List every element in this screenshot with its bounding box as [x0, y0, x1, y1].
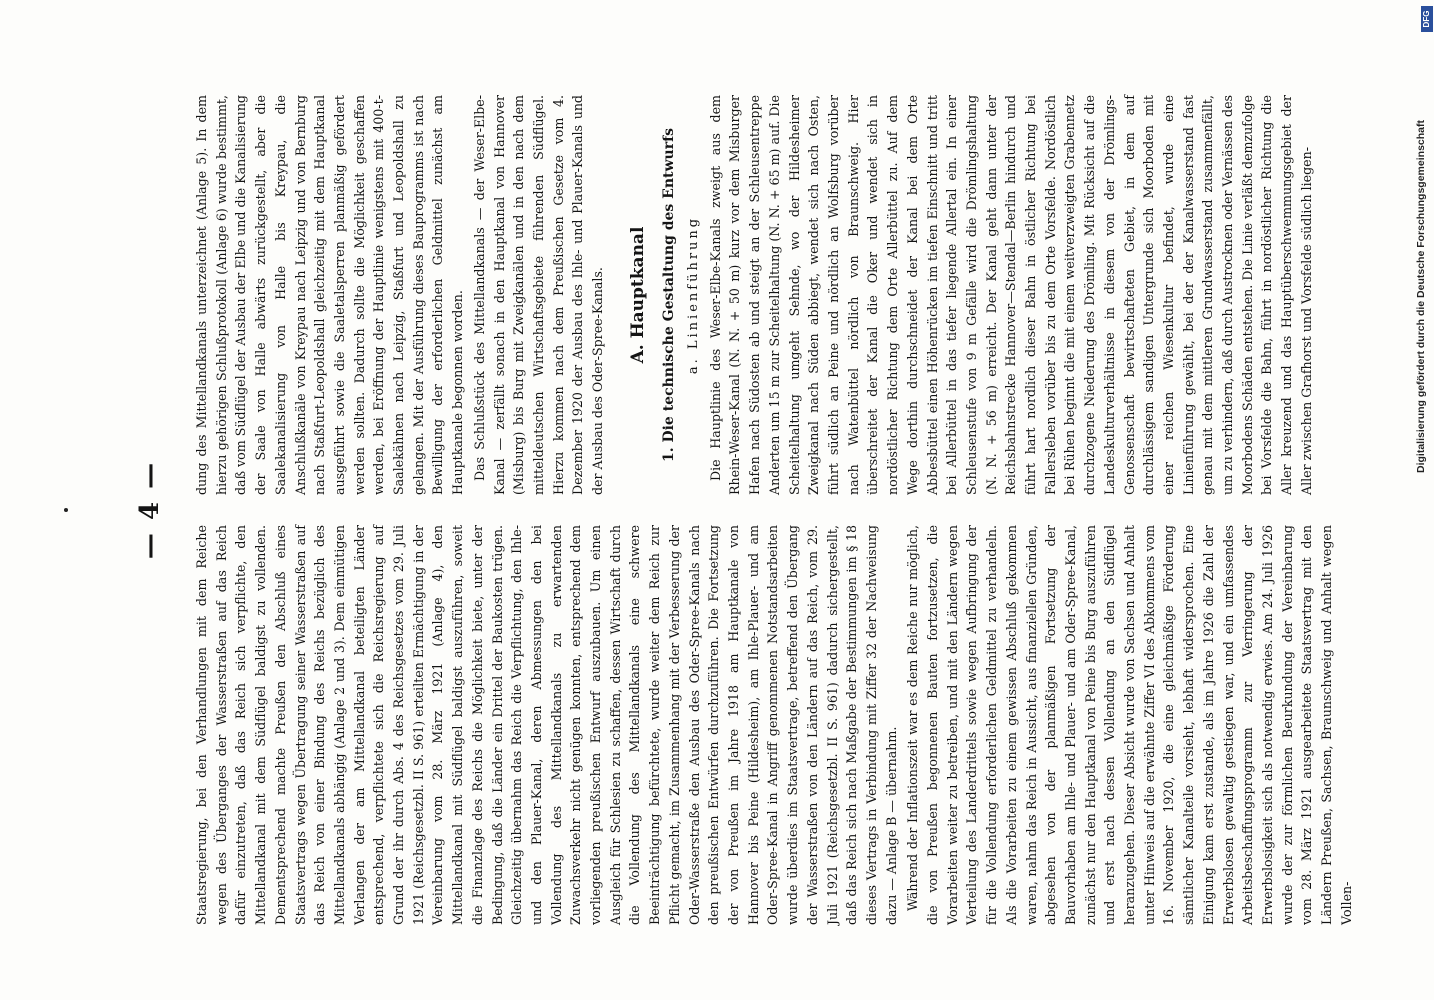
- paragraph: Während der Inflationszeit war es dem Reiche nur möglich, die von Preußen begonnenen Bauten fortzusetzen, die Vorarbeiten weiter zu betreiben, und mit den Ländern wegen Verteilung des Landerdrittels sowie wegen Aufbringung der für die Vollendung erforderlichen Geldmittel zu verhandeln. Als die Vorarbeiten zu einem gewissen Abschluß gekommen waren, nahm das Reich in Aussicht, aus finanziellen Gründen, abgesehen von der planmäßigen Fortsetzung der Bauvorhaben am Ihle- und Plauer- und am Oder-Spree-Kanal, zunächst nur den Hauptkanal von Peine bis Burg auszuführen und erst nach dessen Vollendung an den Südflügel heranzugehen. Dieser Absicht wurde von Sachsen und Anhalt unter Hinweis auf die erwähnte Ziffer VI des Abkommens vom 16. November 1920, die eine gleichmäßige Förderung sämtlicher Kanalteile vorsieht, lebhaft widersprochen. Eine Einigung kam erst zustande, als im Jahre 1926 die Zahl der Erwerbslosen gewaltig gestiegen war, und ein umfassendes Arbeitsbeschaffungsprogramm zur Verringerung der Erwerbslosigkeit sich als notwendig erwies. Am 24. Juli 1926 wurde der zur förmlichen Beurkundung der Vereinbarung vom 28. März 1921 ausgearbeitete Staatsvertrag mit den Ländern Preußen, Sachsen, Braunschweig und Anhalt wegen Vollen-: [905, 525, 1354, 925]
- left-column: [192, 525, 1356, 925]
- paragraph: dung des Mittellandkanals unterzeichnet (Anlage 5). In dem hierzu gehörigen Schlußprotokoll (Anlage 6) wurde bestimmt, daß vom Südflügel der Ausbau der Elbe und die Kanalisierung der Saale von Halle abwärts zurückgestellt, aber die Saalekanalisierung von Halle bis Kreypau, die Anschlußkanäle von Kreypau nach Leipzig und von Bernburg nach Staßfurt-Leopoldshall gleichzeitig mit dem Hauptkanal ausgeführt sowie die Saaletalsperren planmäßig gefördert werden sollten. Dadurch sollte die Möglichkeit geschaffen werden, bei Eröffnung der Hauptlinie wenigstens mit 400-t-Saalekähnen nach Leipzig, Staßfurt und Leopoldshall zu gelangen. Mit der Ausführung dieses Bauprogramms ist nach Bewilligung der erforderlichen Geldmittel zunächst am Hauptkanale begonnen worden.: [194, 95, 466, 495]
- section-heading: A. Hauptkanal: [627, 226, 648, 364]
- paragraph: Staatsregierung, bei den Verhandlungen mit dem Reiche wegen des Überganges der Wasserstraßen auf das Reich dafür einzutreten, daß das Reich sich verpflichte, den Mittellandkanal mit dem Südflügel baldigst zu vollenden. Dementsprechend machte Preußen den Abschluß eines Staatsvertrags wegen Übertragung seiner Wasserstraßen auf das Reich von einer Bindung des Reichs bezüglich des Mittellandkanals abhängig (Anlage 2 und 3). Dem einmütigen Verlangen der am Mittellandkanal beteiligten Länder entsprechend, verpflichtete sich die Reichsregierung auf Grund der ihr durch Abs. 4 des Reichsgesetzes vom 29. Juli 1921 (Reichsgesetzbl. II S. 961) erteilten Ermächtigung in der Vereinbarung vom 28. März 1921 (Anlage 4), den Mittellandkanal mit Südflügel baldigst auszuführen, soweit die Finanzlage des Reichs die Möglichkeit biete, unter der Bedingung, daß die Länder ein Drittel der Baukosten trügen. Gleichzeitig übernahm das Reich die Verpflichtung, den Ihle- und den Plauer-Kanal, deren Abmessungen den bei Vollendung des Mittellandkanals zu erwartenden Zuwachsverkehr nicht genügen konnten, entsprechend dem vorliegenden preußischen Entwurf auszubauen. Um einen Ausgleich für Schlesien zu schaffen, dessen Wirtschaft durch die Vollendung des Mittellandkanals eine schwere Beeinträchtigung befürchtete, wurde weiter dem Reich zur Pflicht gemacht, im Zusammenhang mit der Verbesserung der Oder-Wasserstraße den Ausbau des Oder-Spree-Kanals nach den preußischen Entwürfen durchzuführen. Die Fortsetzung der von Preußen im Jahre 1918 am Hauptkanale von Hannover bis Peine (Hildesheim), am Ihle-Plauer- und am Oder-Spree-Kanal in Angriff genommenen Notstandsarbeiten wurde überdies im Staatsvertrage, betreffend den Übergang der Wasserstraßen von den Ländern auf das Reich, vom 29. Juli 1921 (Reichsgesetzbl. II S. 961) dadurch sichergestellt, daß das Reich sich nach Maßgabe der Bestimmungen im § 18 dieses Vertrags in Verbindung mit Ziffer 32 der Nachweisung dazu — Anlage B — übernahm.: [194, 525, 899, 925]
- dfg-logo: [1421, 6, 1433, 32]
- dfg-logo-text: DFG: [1422, 10, 1431, 28]
- paragraph: Das Schlußstück des Mittellandkanals — der Weser-Elbe-Kanal — zerfällt sonach in den Hauptkanal von Hannover (Misburg) bis Burg mit Zweigkanälen und in den nach dem mitteldeutschen Wirtschaftsgebiete führenden Südflügel. Hierzu kommen nach dem Preußischen Gesetze vom 4. Dezember 1920 der Ausbau des Ihle- und Plauer-Kanals und der Ausbau des Oder-Spree-Kanals.: [471, 95, 606, 495]
- print-speck: [64, 508, 68, 512]
- page-number: — 4 —: [135, 460, 165, 560]
- right-column: [192, 95, 1317, 495]
- subsubsection-heading: a. Linienführung: [685, 215, 701, 375]
- digitization-note: [1412, 120, 1430, 880]
- paragraph: Die Hauptlinie des Weser-Elbe-Kanals zweigt aus dem Rhein-Weser-Kanal (N. N. + 50 m) kurz vor dem Misburger Hafen nach Südosten ab und steigt an der Schleusentreppe Anderten um 15 m zur Scheitelhaltung (N. N. + 65 m) auf. Die Scheitelhaltung umgeht Sehnde, wo der Hildesheimer Zweigkanal nach Süden abbiegt, wendet sich nach Osten, führt südlich an Peine und nördlich an Wolfsburg vorüber nach Watenbüttel nördlich von Braunschweig. Hier überschreitet der Kanal die Oker und wendet sich in nordöstlicher Richtung dem Orte Allerbüttel zu. Auf dem Wege dorthin durchschneidet der Kanal bei dem Orte Abbesbüttel einen Höhenrücken im tiefen Einschnitt und tritt bei Allerbüttel in das tiefer liegende Allertal ein. In einer Schleusenstufe von 9 m Gefälle wird die Drömlingshaltung (N. N. + 56 m) erreicht. Der Kanal geht dann unter der Reichsbahnstrecke Hannover—Stendal—Berlin hindurch und führt hart nordlich dieser Bahn in östlicher Richtung bei Fallersleben vorüber bis zu dem Orte Vorsfelde. Nordöstlich bei Rühen beginnt die mit einem weitverzweigten Grabennetz durchzogene Niederung des Drömling. Mit Rücksicht auf die Landeskulturverhältnisse in diesem von der Drömlings-Genossenschaft bewirtschafteten Gebiet, in dem auf durchlässigem sandigen Untergrunde sich Moorboden mit einer reichen Wiesenkultur befindet, wurde eine Linienführung gewählt, bei der der Kanalwasserstand fast genau mit dem mittleren Grundwasserstand zusammenfällt, um zu verhindern, daß durch Austrocknen oder Vernässen des Moorbodens Schäden entstehen. Die Linie verläßt demzufolge bei Vorsfelde die Bahn, führt in nordöstlicher Richtung die Aller kreuzend und das Hauptüberschwemmungsgebiet der Aller zwischen Grafhorst und Vorsfelde südlich liegen-: [707, 95, 1314, 495]
- subsection-heading: 1. Die technische Gestaltung des Entwurfs: [660, 127, 677, 463]
- rotated-book-page: [120, 95, 1354, 925]
- digitization-note-text: Digitalisierung gefördert durch die Deutsche Forschungsgemeinschaft: [1415, 120, 1427, 473]
